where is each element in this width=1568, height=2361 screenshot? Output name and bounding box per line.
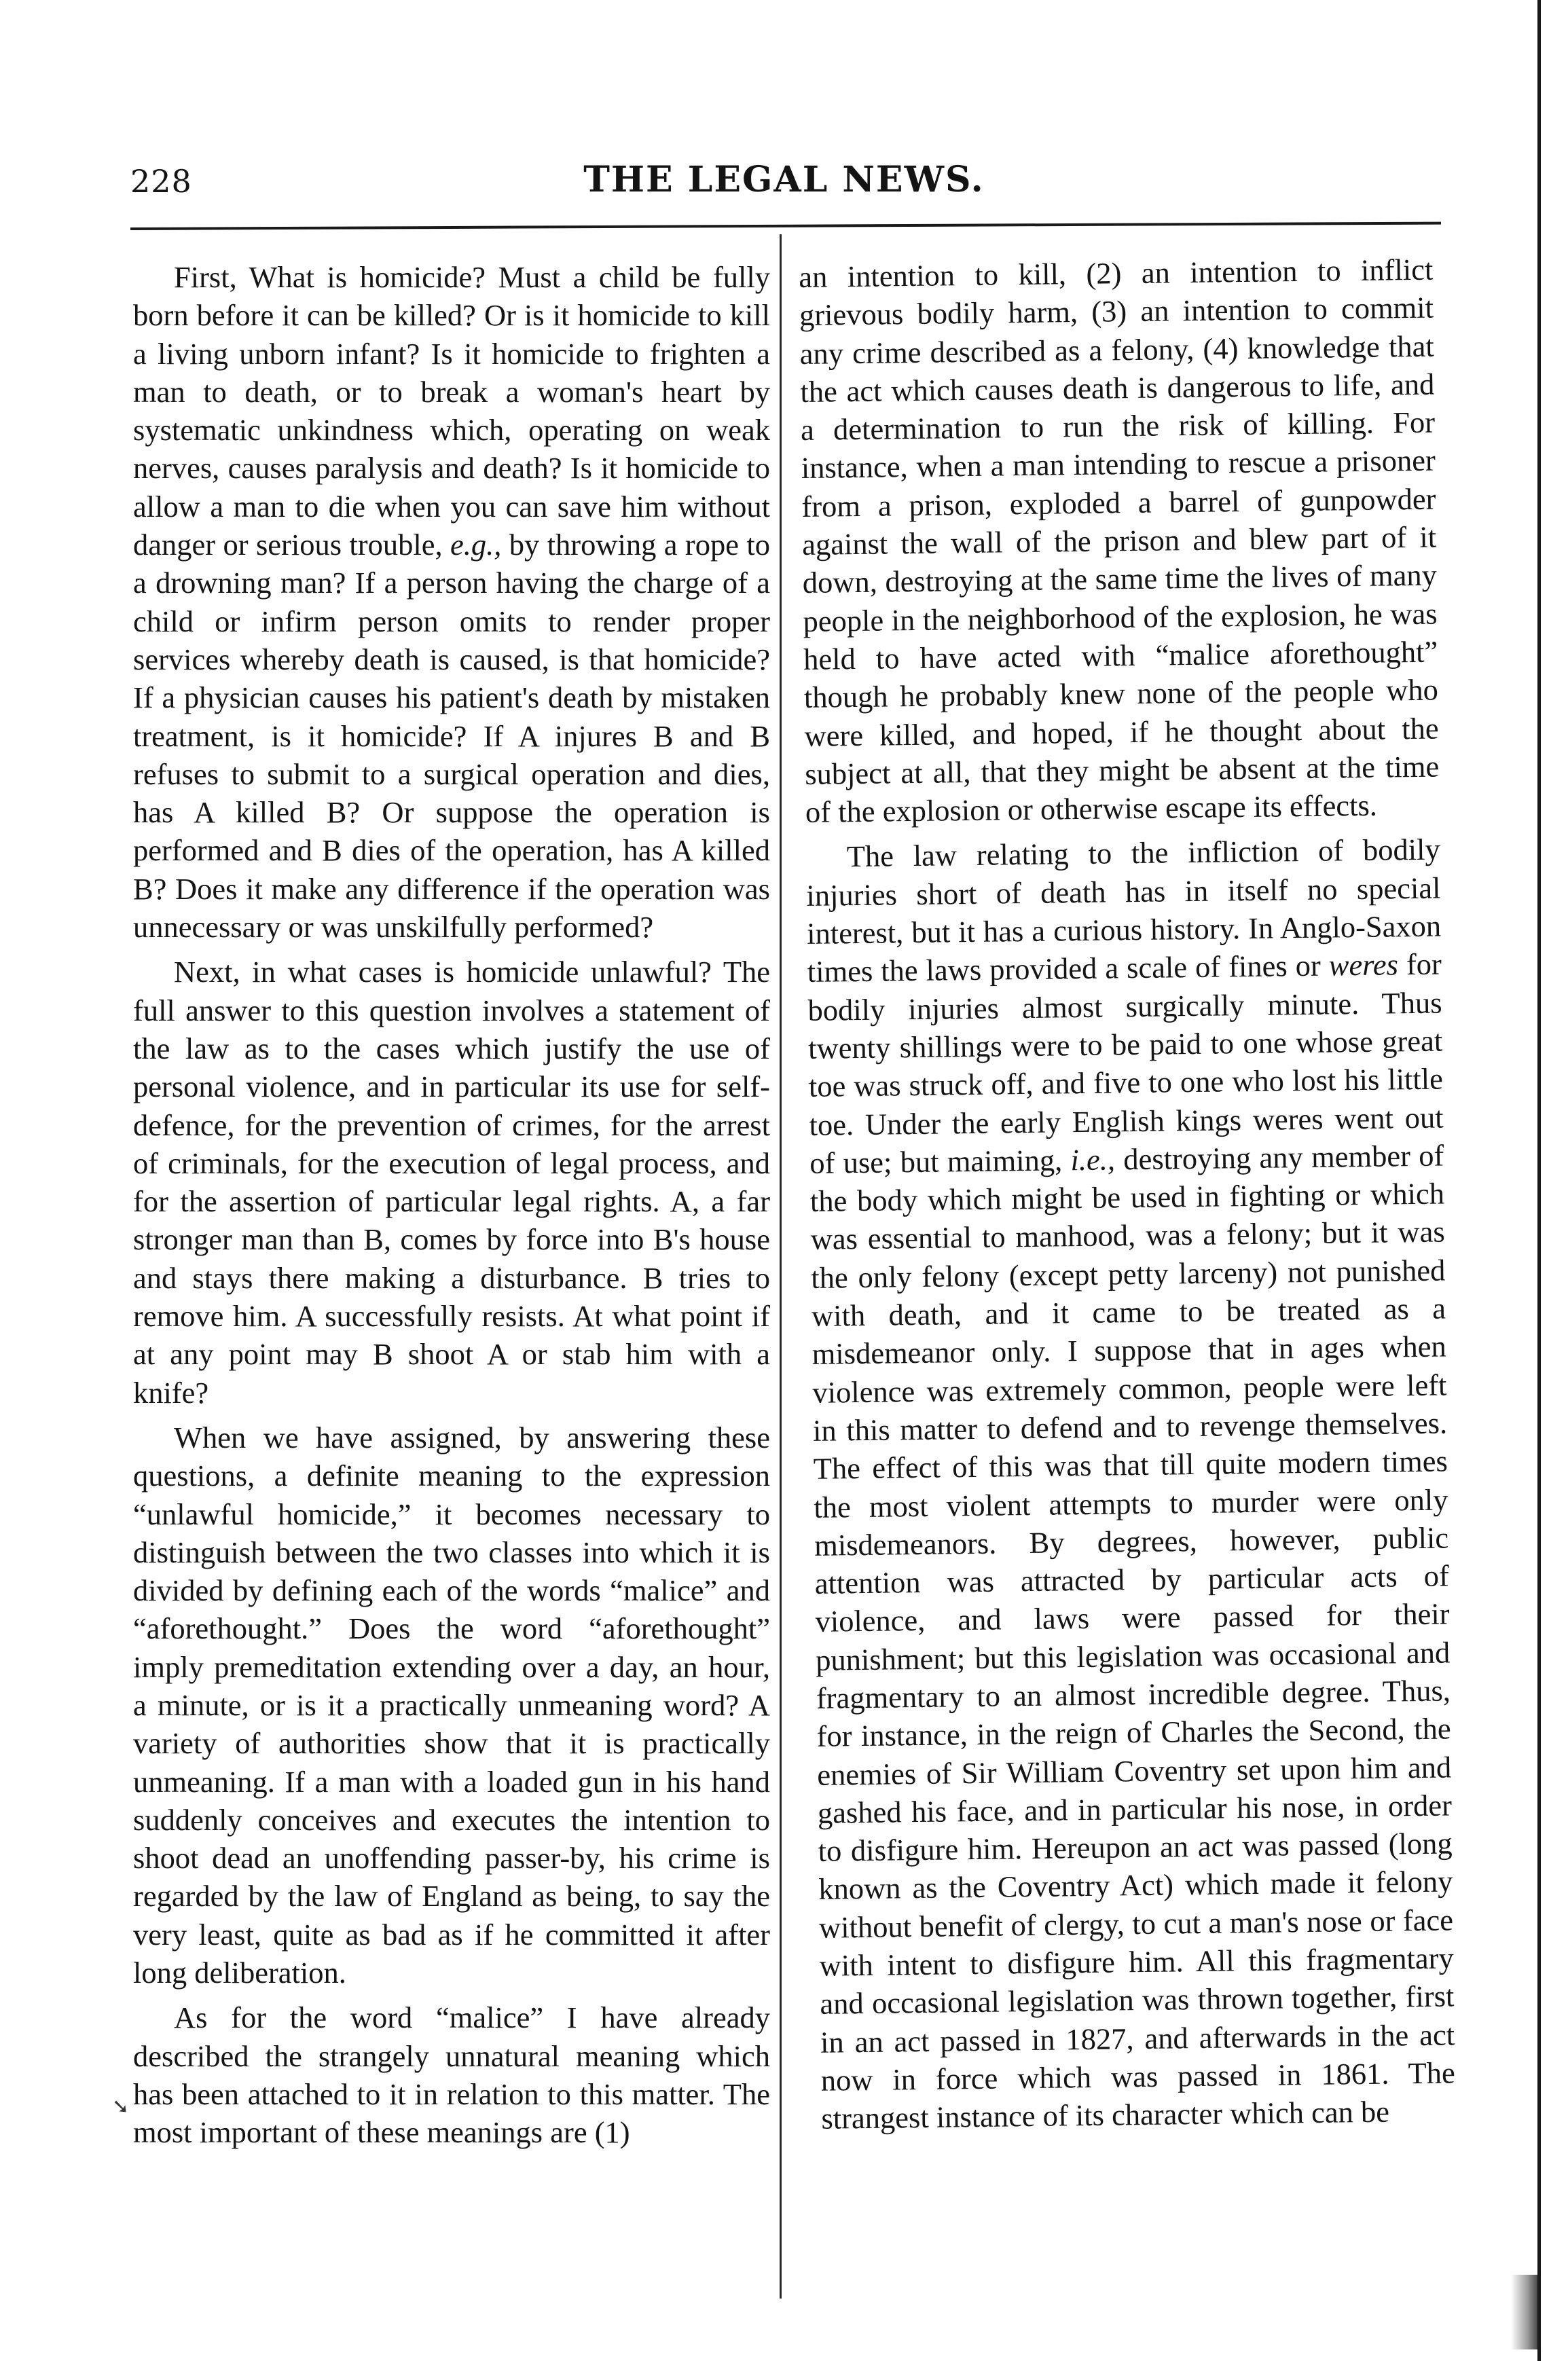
paragraph: When we have assigned, by answering these questions, a definite meaning to the expression “unlawful homicide,” it becomes necessary to distinguish between the two classes into which it is divided by defining each of the words “malice” and “aforethought.” Does the word “aforethought” imply premeditation extending over a day, an hour, a minute, or is it a practically unmeaning word? A variety of authorities show that it is practically unmeaning. If a man with a loaded gun in his hand suddenly conceives and executes the intention to shoot dead an unoffending passer-by, his crime is regarded by the law of England as being, to say the very least, quite as bad as if he committed it after long deliberation. (133, 1420, 770, 1990)
column-divider (780, 234, 782, 2299)
paragraph: Next, in what cases is homicide unlawful? The full answer to this question involves a statement of the law as to the cases which justify the use of personal violence, and in particular its use for self-defence, for the prevention of crimes, for the arrest of criminals, for the execution of legal process, and for the assertion of particular legal rights. A, a far stronger man than B, comes by force into B's house and stays there making a disturbance. B tries to remove him. A successfully resists. At what point if at any point may B shoot A or stab him with a knife? (133, 955, 770, 1410)
paragraph: an intention to kill, (2) an intention to inflict grievous bodily harm, (3) an intention to commit any crime described as a felony, (4) knowledge that the act which causes death is dangerous to life, and a determination to run the risk of killing. For instance, when a man intending to rescue a prisoner from a prison, exploded a barrel of gunpowder against the wall of the prison and blew part of it down, destroying at the same time the lives of many people in the neighborhood of the explosion, he was held to have acted with “malice aforethought” though he probably knew none of the people who were killed, and hoped, if he thought about the subject at all, that they might be absent at the time of the explosion or otherwise escape its effects. (799, 252, 1440, 830)
left-column (133, 258, 770, 2309)
right-column (799, 251, 1458, 2309)
paragraph: The law relating to the infliction of bodily injuries short of death has in itself no special interest, but it has a curious history. In Anglo-Saxon times the laws provided a scale of fines or weres for bodily injuries almost surgically minute. Thus twenty shillings were to be paid to one whose great toe was struck off, and five to one who lost his little toe. Under the early English kings weres went out of use; but maiming, i.e., destroying any member of the body which might be used in fighting or which was essential to manhood, was a felony; but it was the only felony (except petty larceny) not punished with death, and it came to be treated as a misdemeanor only. I suppose that in ages when violence was extremely common, people were left in this matter to defend and to revenge themselves. The effect of this was that till quite modern times the most violent attempts to murder were only misdemeanors. By degrees, however, public attention was attracted by particular acts of violence, and laws were passed for their punishment; but this legislation was occasional and fragmentary to an almost incredible degree. Thus, for instance, in the reign of Charles the Second, the enemies of Sir William Coventry set upon him and gashed his face, and in particular his nose, in order to disfigure him. Hereupon an act was passed (long known as the Coventry Act) which made it felony without benefit of clergy, to cut a man's nose or face with intent to disfigure him. All this fragmentary and occasional legislation was thrown together, first in an act passed in 1827, and afterwards in the act now in force which was passed in 1861. The strangest instance of its character which can be (806, 832, 1456, 2136)
header-rule (130, 222, 1441, 230)
paragraph: First, What is homicide? Must a child be fully born before it can be killed? Or is it homicide to kill a living unborn infant? Is it homicide to frighten a man to death, or to break a woman's heart by systematic unkindness which, operating on weak nerves, causes paralysis and death? Is it homicide to allow a man to die when you can save him without danger or serious trouble, e.g., by throwing a rope to a drowning man? If a person having the charge of a child or infirm person omits to render proper services whereby death is caused, is that homicide? If a physician causes his patient's death by mistaken treatment, is it homicide? If A injures B and B refuses to submit to a surgical operation and dies, has A killed B? Or suppose the operation is performed and B dies of the operation, has A killed B? Does it make any difference if the operation was unnecessary or was unskilfully performed? (133, 260, 770, 945)
scan-smudge (1511, 2275, 1538, 2349)
paragraph: As for the word “malice” I have already described the strangely unnatural meaning which has been attached to it in relation to this matter. The most important of these meanings are (1) (133, 2000, 770, 2150)
page-edge-line (1537, 0, 1541, 2361)
margin-mark: ➘ (112, 2095, 130, 2119)
running-title: THE LEGAL NEWS. (583, 159, 985, 200)
page-number: 228 (130, 163, 192, 200)
